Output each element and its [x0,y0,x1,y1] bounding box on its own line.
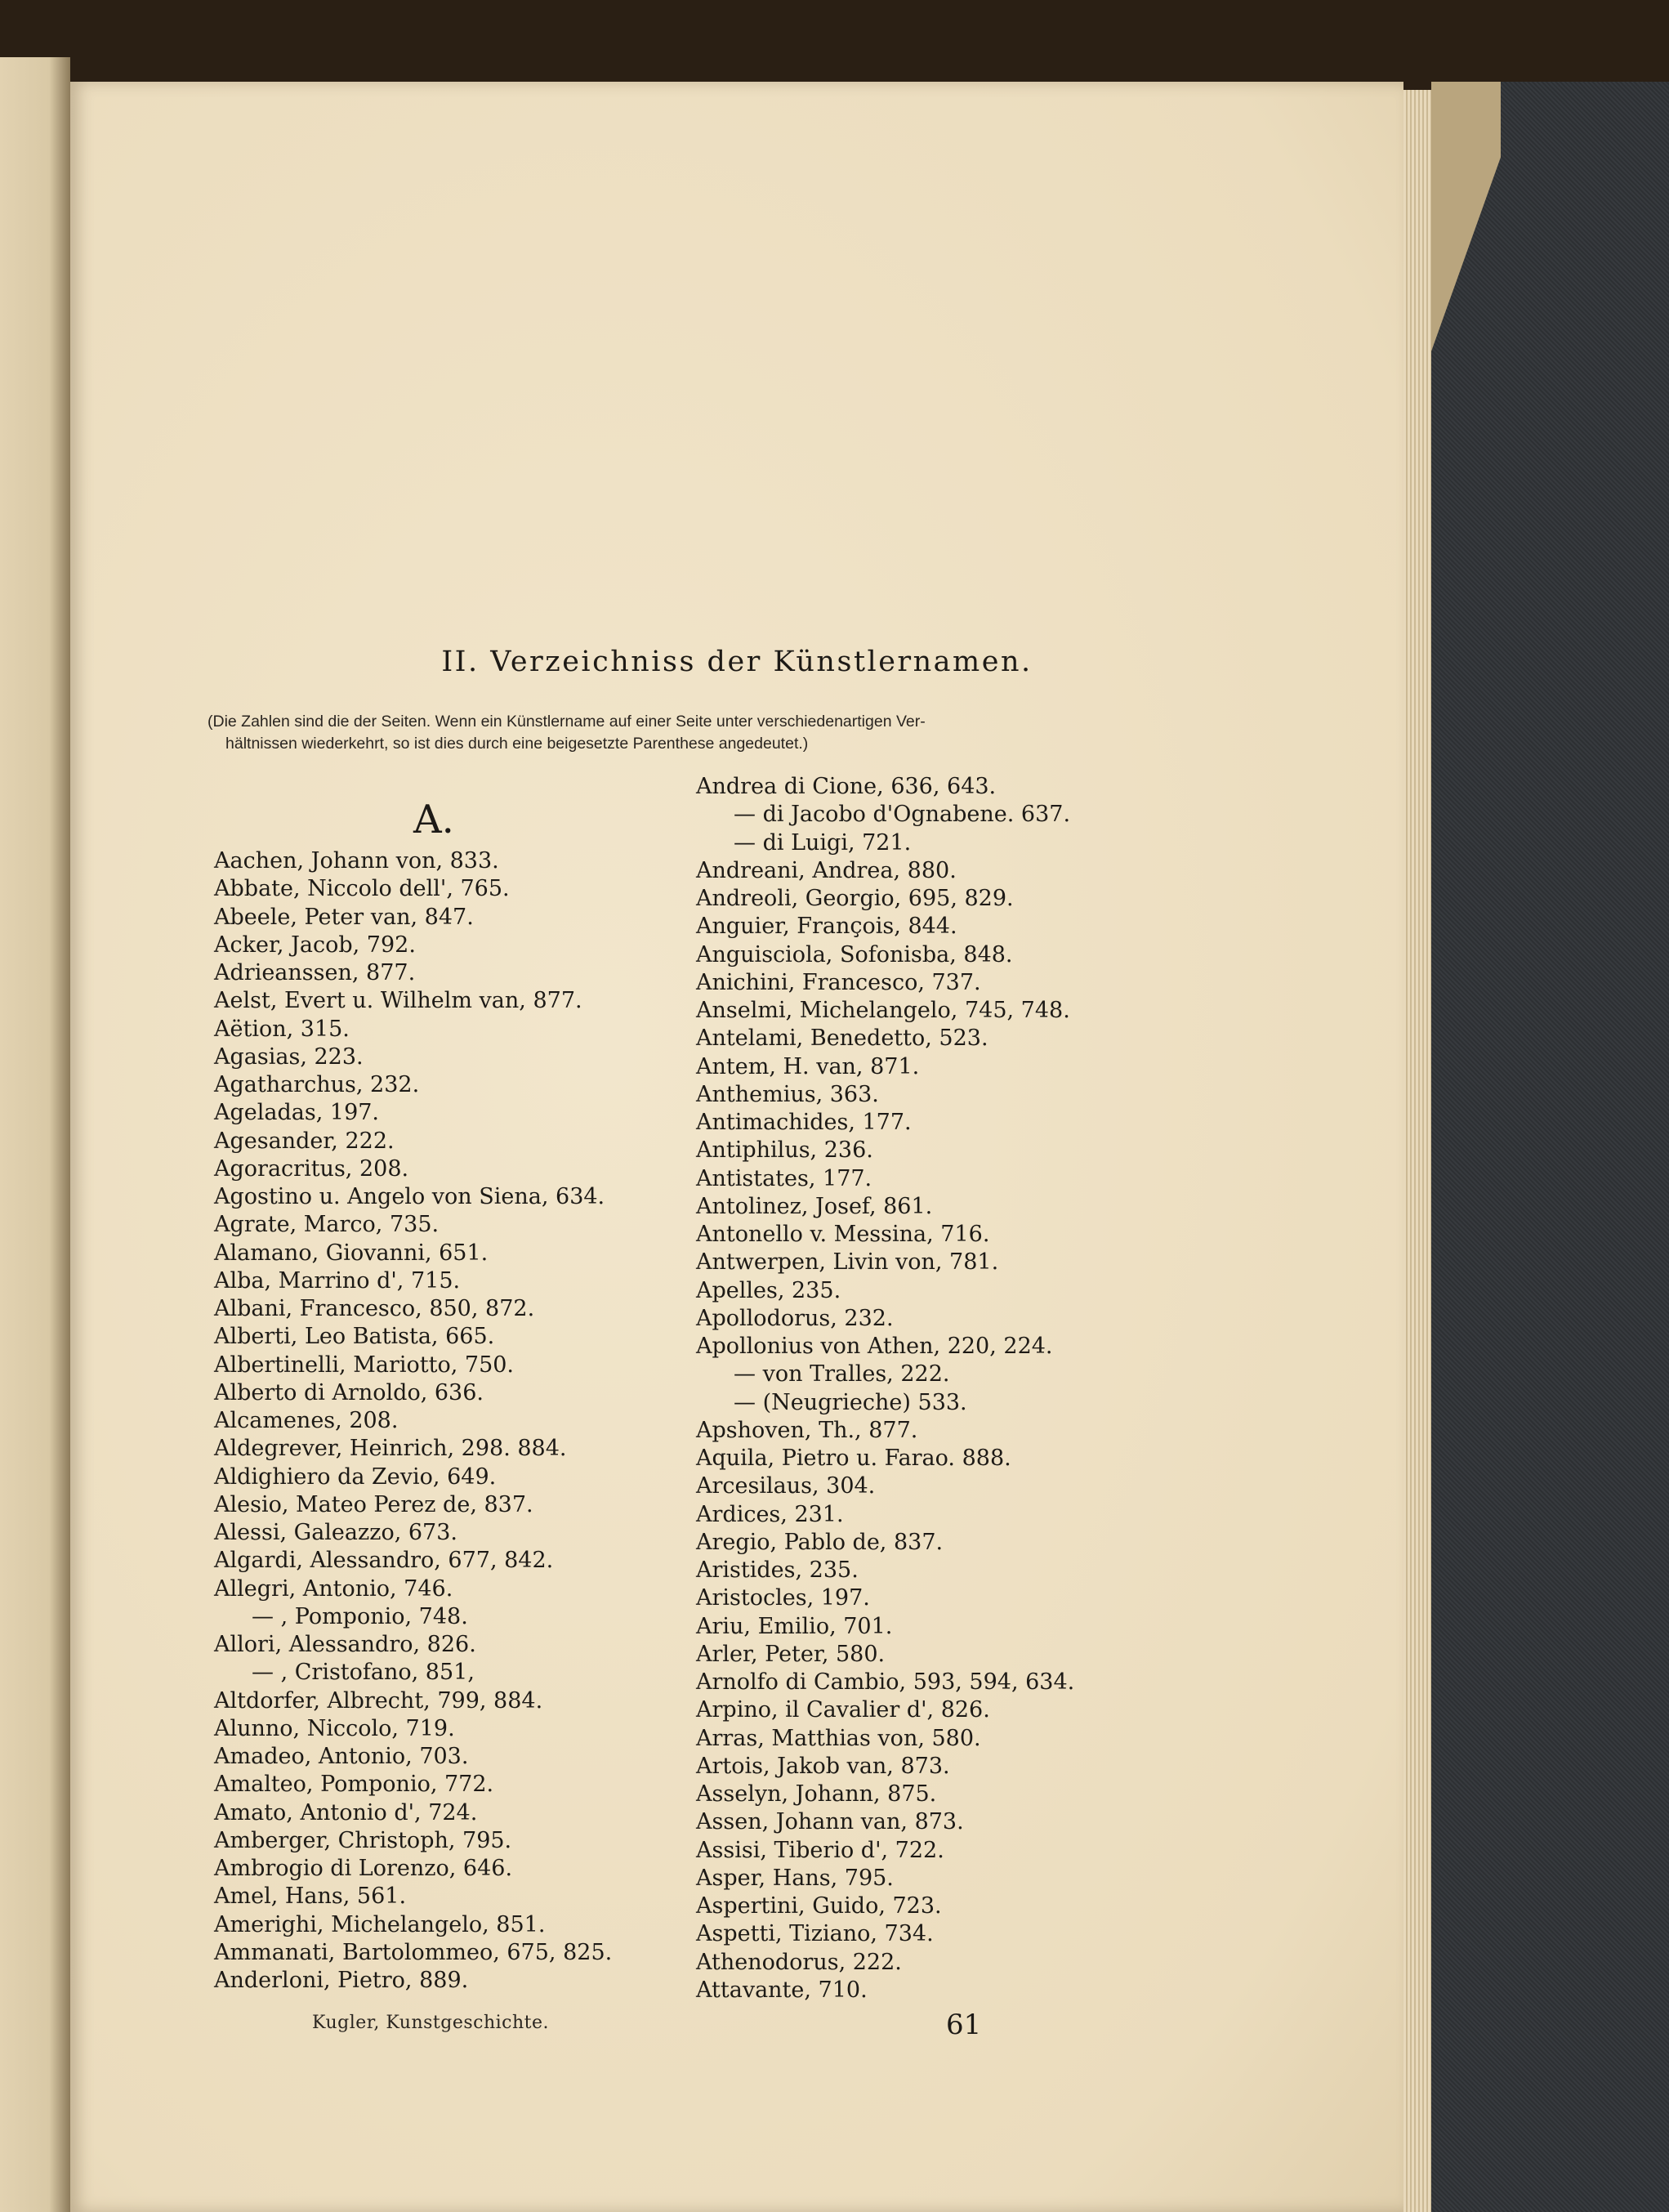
index-entry: Arpino, il Cavalier d', 826. [696,1697,990,1723]
index-entry: Athenodorus, 222. [696,1949,902,1975]
index-entry: Antonello v. Messina, 716. [696,1222,990,1247]
index-entry: Antiphilus, 236. [696,1137,873,1164]
index-entry: Aspetti, Tiziano, 734. [696,1921,934,1947]
index-entry: Aelst, Evert u. Wilhelm van, 877. [214,988,582,1014]
index-entry: Aldighiero da Zevio, 649. [214,1463,497,1490]
index-entry: Anguisciola, Sofonisba, 848. [696,941,1013,967]
index-entry: Alberti, Leo Batista, 665. [214,1324,495,1350]
index-entry: Agesander, 222. [214,1128,395,1154]
index-heading: II. Verzeichniss der Künstlernamen. [441,646,1033,678]
index-entry: Ardices, 231. [696,1501,844,1527]
index-entry: Antwerpen, Livin von, 781. [696,1249,999,1276]
index-entry: Alcamenes, 208. [214,1408,399,1433]
index-entry: Antelami, Benedetto, 523. [696,1026,988,1052]
index-entry: Aldegrever, Heinrich, 298. 884. [214,1436,567,1462]
index-entry: — di Luigi, 721. [734,829,912,856]
index-entry: Allori, Alessandro, 826. [214,1632,476,1657]
index-entry: Antem, H. van, 871. [696,1053,920,1079]
index-entry: Anguier, François, 844. [696,914,957,940]
index-entry: Amadeo, Antonio, 703. [214,1744,469,1769]
note-line-1: (Die Zahlen sind die der Seiten. Wenn ein Künstlername auf einer Seite unter verschiedenartigen Ver- [208,713,926,731]
index-entry: Amerighi, Michelangelo, 851. [214,1911,546,1937]
index-entry: Ammanati, Bartolommeo, 675, 825. [214,1939,613,1965]
index-entry: Amberger, Christoph, 795. [214,1827,512,1853]
index-entry: Alunno, Niccolo, 719. [214,1715,455,1741]
index-entry: Aregio, Pablo de, 837. [696,1529,944,1555]
index-entry: Agostino u. Angelo von Siena, 634. [214,1184,605,1209]
index-entry: Adrieanssen, 877. [214,960,416,985]
index-entry: Aëtion, 315. [214,1016,350,1042]
index-entry: Anderloni, Pietro, 889. [214,1968,469,1993]
index-entry: Altdorfer, Albrecht, 799, 884. [214,1687,543,1714]
right-column [696,773,1074,2004]
index-entry: Aspertini, Guido, 723. [696,1893,942,1919]
note-line-2: hältnissen wiederkehrt, so ist dies durch eine beigesetzte Parenthese angedeutet.) [225,735,809,753]
index-entry: Algardi, Alessandro, 677, 842. [214,1548,554,1574]
index-entry: Assen, Johann van, 873. [696,1809,964,1835]
index-entry: Attavante, 710. [696,1977,868,2003]
index-entry: Alba, Marrino d', 715. [214,1267,461,1294]
index-entry: Arcesilaus, 304. [696,1473,876,1499]
index-entry: Andrea di Cione, 636, 643. [696,774,997,799]
index-entry: — , Cristofano, 851, [252,1660,475,1686]
index-entry: Anichini, Francesco, 737. [696,969,981,995]
section-letter: A. [413,797,454,842]
book-page [70,82,1403,2212]
index-entry: Aristocles, 197. [696,1585,870,1611]
footer-signature: Kugler, Kunstgeschichte. [312,2013,550,2033]
index-entry: Aquila, Pietro u. Farao. 888. [696,1446,1011,1471]
facing-page-edge [0,57,70,2212]
index-entry: Anthemius, 363. [696,1081,879,1107]
index-entry: Alberto di Arnoldo, 636. [214,1379,484,1405]
index-entry: Alesio, Mateo Perez de, 837. [214,1491,533,1517]
index-entry: Arnolfo di Cambio, 593, 594, 634. [696,1669,1075,1695]
page-block-edge [1403,90,1431,2212]
index-entry: Arras, Matthias von, 580. [696,1725,981,1751]
index-entry: Abbate, Niccolo dell', 765. [214,876,510,902]
index-entry: — von Tralles, 222. [734,1361,950,1388]
index-entry: Asper, Hans, 795. [696,1865,894,1891]
index-entry: Ariu, Emilio, 701. [696,1613,893,1639]
book-cover [1431,82,1669,2212]
index-entry: Allegri, Antonio, 746. [214,1575,453,1602]
index-entry: Antimachides, 177. [696,1110,912,1135]
index-entry: Aachen, Johann von, 833. [214,848,499,874]
index-entry: Apollodorus, 232. [696,1305,894,1331]
index-entry: Ageladas, 197. [214,1100,380,1126]
index-entry: Agasias, 223. [214,1043,364,1070]
index-entry: Apshoven, Th., 877. [696,1417,918,1443]
index-entry: Alessi, Galeazzo, 673. [214,1520,457,1545]
index-entry: Ambrogio di Lorenzo, 646. [214,1856,513,1881]
index-entry: Abeele, Peter van, 847. [214,904,474,930]
index-entry: Asselyn, Johann, 875. [696,1781,937,1807]
index-entry: Anselmi, Michelangelo, 745, 748. [696,998,1070,1023]
index-entry: Assisi, Tiberio d', 722. [696,1837,944,1863]
index-entry: Andreoli, Georgio, 695, 829. [696,886,1014,911]
index-entry: Amato, Antonio d', 724. [214,1799,478,1825]
index-entry: Albertinelli, Mariotto, 750. [214,1352,515,1378]
left-column [214,847,612,1995]
index-entry: Antistates, 177. [696,1165,872,1191]
index-entry: Agoracritus, 208. [214,1155,409,1182]
index-note [208,711,1253,755]
index-entry: Acker, Jacob, 792. [214,932,416,958]
index-entry: Amel, Hans, 561. [214,1884,407,1910]
index-entry: Alamano, Giovanni, 651. [214,1240,489,1266]
index-entry: — di Jacobo d'Ognabene. 637. [734,802,1071,828]
index-entry: Artois, Jakob van, 873. [696,1753,950,1779]
index-entry: Apollonius von Athen, 220, 224. [696,1334,1053,1359]
index-entry: Agatharchus, 232. [214,1072,420,1097]
page-number: 61 [946,2009,982,2041]
index-entry: Antolinez, Josef, 861. [696,1193,933,1219]
index-entry: — , Pomponio, 748. [252,1603,468,1629]
index-entry: Albani, Francesco, 850, 872. [214,1296,535,1321]
index-entry: — (Neugrieche) 533. [734,1389,967,1415]
index-entry: Aristides, 235. [696,1557,859,1583]
index-entry: Arler, Peter, 580. [696,1641,886,1667]
index-entry: Apelles, 235. [696,1277,841,1303]
index-entry: Amalteo, Pomponio, 772. [214,1772,494,1798]
index-entry: Agrate, Marco, 735. [214,1212,440,1238]
index-entry: Andreani, Andrea, 880. [696,857,957,883]
